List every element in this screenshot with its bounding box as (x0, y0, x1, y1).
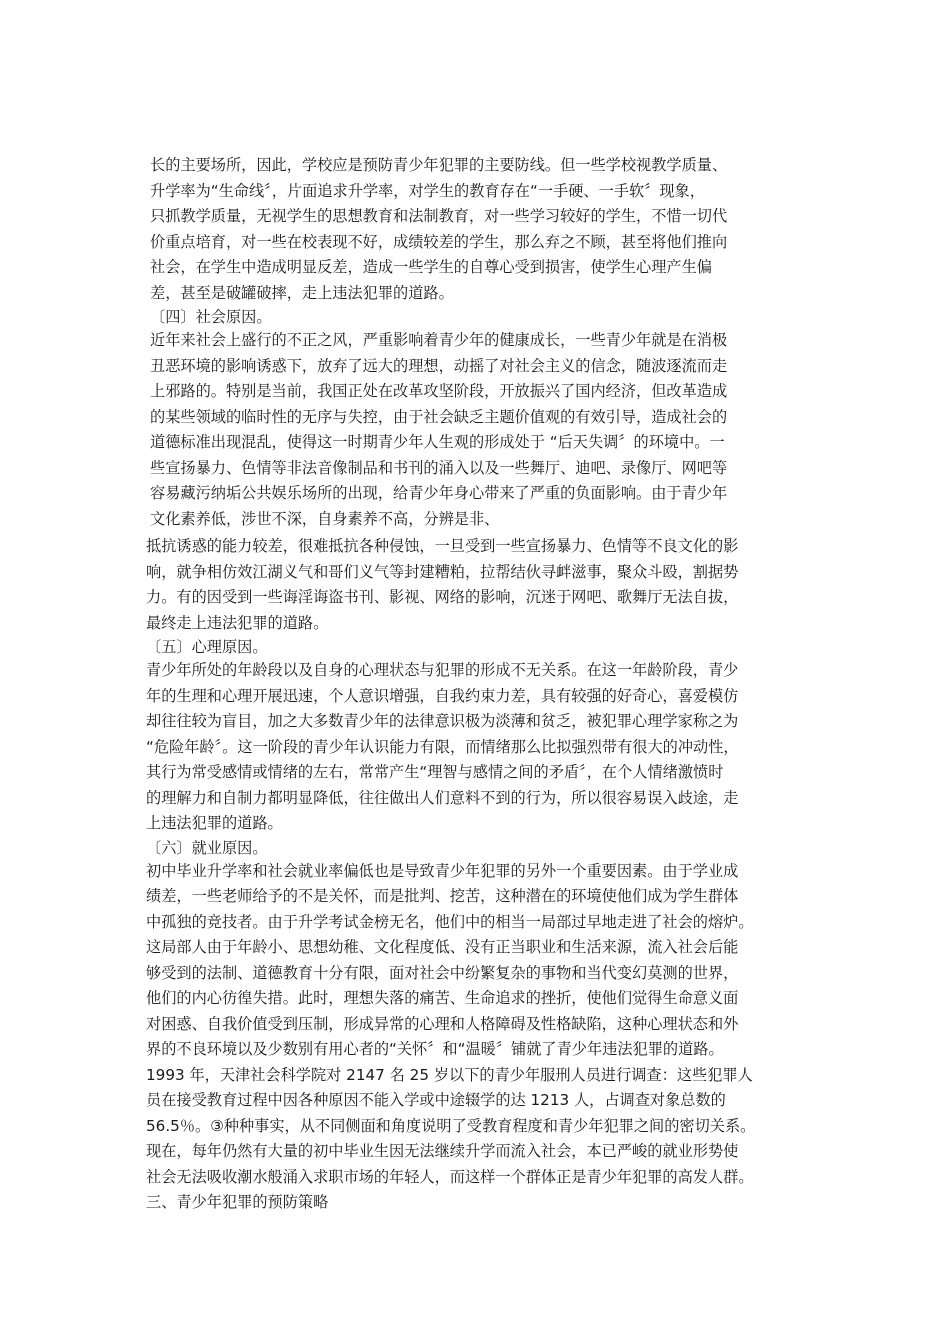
text-line: 近年来社会上盛行的不正之风，严重影响着青少年的健康成长，一些青少年就是在消极 (150, 331, 728, 349)
lower-text-block (146, 534, 822, 1216)
text-line: 其行为常受感情或情绪的左右，常常产生“理智与感情之间的矛盾〞，在个人情绪激愤时 (146, 763, 724, 781)
text-line: 56.5％。③种种事实，从不同侧面和角度说明了受教育程度和青少年犯罪之间的密切关系。 (146, 1116, 756, 1135)
text-line: 够受到的法制、道德教育十分有限，面对社会中纷繁复杂的事物和当代变幻莫测的世界， (146, 963, 739, 982)
text-line: 他们的内心彷徨失措。此时，理想失落的痛苦、生命追求的挫折，使他们觉得生命意义面 (146, 989, 739, 1007)
text-line: 现在，每年仍然有大量的初中毕业生因无法继续升学而流入社会，本已严峻的就业形势使 (146, 1142, 739, 1160)
text-line: 中孤独的竞技者。由于升学考试金榜无名，他们中的相当一局部过早地走进了社会的熔炉。 (146, 912, 754, 931)
text-line: 上邪路的。特别是当前，我国正处在改革攻坚阶段，开放振兴了国内经济，但改革造成 (150, 382, 728, 400)
text-line: 上违法犯罪的道路。 (146, 814, 283, 832)
section-heading: 〔六〕就业原因。 (146, 838, 268, 857)
text-line: 对困惑、自我价值受到压制，形成异常的心理和人格障碍及性格缺陷，这种心理状态和外 (146, 1014, 739, 1033)
text-line: 道德标准出现混乱，使得这一时期青少年人生观的形成处于 “后天失调〞的环境中。一 (150, 433, 725, 451)
text-line: 升学率为“生命线〞，片面追求升学率，对学生的教育存在“一手硬、一手软〞现象， (150, 181, 705, 200)
text-line: 初中毕业升学率和社会就业率偏低也是导致青少年犯罪的另外一个重要因素。由于学业成 (146, 861, 739, 880)
upper-text-block (150, 153, 810, 532)
text-line: 年的生理和心理开展迅速，个人意识增强，自我约束力差，具有较强的好奇心，喜爱模仿 (146, 686, 739, 705)
text-line: 些宣扬暴力、色情等非法音像制品和书刊的涌入以及一些舞厅、迪吧、录像厅、网吧等 (150, 458, 728, 477)
text-line: 长的主要场所，因此，学校应是预防青少年犯罪的主要防线。但一些学校视教学质量、 (150, 156, 728, 174)
text-line: 1993 年，天津社会科学院对 2147 名 25 岁以下的青少年服刑人员进行调查：这些犯罪人 (146, 1065, 753, 1084)
text-line: 社会，在学生中造成明显反差，造成一些学生的自尊心受到损害，使学生心理产生偏 (150, 258, 712, 276)
text-line: 界的不良环境以及少数别有用心者的“关怀〞和“温暖〞铺就了青少年违法犯罪的道路。 (146, 1040, 724, 1058)
section-heading: 〔四〕社会原因。 (150, 308, 272, 326)
text-line: 社会无法吸收潮水般涌入求职市场的年轻人，而这样一个群体正是青少年犯罪的高发人群。 (146, 1167, 754, 1186)
text-line: 差，甚至是破罐破摔，走上违法犯罪的道路。 (150, 283, 454, 302)
text-line: 只抓教学质量，无视学生的思想教育和法制教育，对一些学习较好的学生，不惜一切代 (150, 207, 728, 225)
text-line: 青少年所处的年龄段以及自身的心理状态与犯罪的形成不无关系。在这一年龄阶段，青少 (146, 661, 739, 679)
section-heading: 〔五〕心理原因。 (146, 638, 268, 656)
text-line: “危险年龄〞。这一阶段的青少年认识能力有限，而情绪那么比拟强烈带有很大的冲动性， (146, 737, 739, 756)
text-line: 绩差，一些老师给予的不是关怀，而是批判、挖苦，这种潜在的环境使他们成为学生群体 (146, 887, 739, 905)
text-line: 的某些领域的临时性的无序与失控，由于社会缺乏主题价值观的有效引导，造成社会的 (150, 407, 728, 426)
text-line: 丑恶环境的影响诱惑下，放弃了远大的理想，动摇了对社会主义的信念，随波逐流而走 (150, 356, 728, 375)
text-line: 三、青少年犯罪的预防策略 (146, 1193, 329, 1211)
text-line: 价重点培育，对一些在校表现不好，成绩较差的学生，那么弃之不顾，甚至将他们推向 (150, 232, 728, 251)
text-line: 的理解力和自制力都明显降低，往往做出人们意料不到的行为，所以很容易误入歧途，走 (146, 788, 739, 807)
text-line: 却往往较为盲目，加之大多数青少年的法律意识极为淡薄和贫乏，被犯罪心理学家称之为 (146, 712, 739, 730)
text-line: 响，就争相仿效江湖义气和哥们义气等封建糟粕，拉帮结伙寻衅滋事，聚众斗殴，割据势 (146, 562, 739, 581)
text-line: 容易藏污纳垢公共娱乐场所的出现，给青少年身心带来了严重的负面影响。由于青少年 (150, 484, 728, 502)
text-line: 力。有的因受到一些诲淫诲盗书刊、影视、网络的影响，沉迷于网吧、歌舞厅无法自拔， (146, 588, 739, 606)
text-line: 文化素养低，涉世不深，自身素养不高，分辨是非、 (150, 509, 500, 528)
text-line: 抵抗诱惑的能力较差，很难抵抗各种侵蚀，一旦受到一些宣扬暴力、色情等不良文化的影 (146, 537, 739, 555)
text-line: 这局部人由于年龄小、思想幼稚、文化程度低、没有正当职业和生活来源，流入社会后能 (146, 938, 739, 956)
text-line: 员在接受教育过程中因各种原因不能入学或中途辍学的达 1213 人，占调查对象总数的 (146, 1091, 726, 1109)
text-line: 最终走上违法犯罪的道路。 (146, 613, 329, 632)
